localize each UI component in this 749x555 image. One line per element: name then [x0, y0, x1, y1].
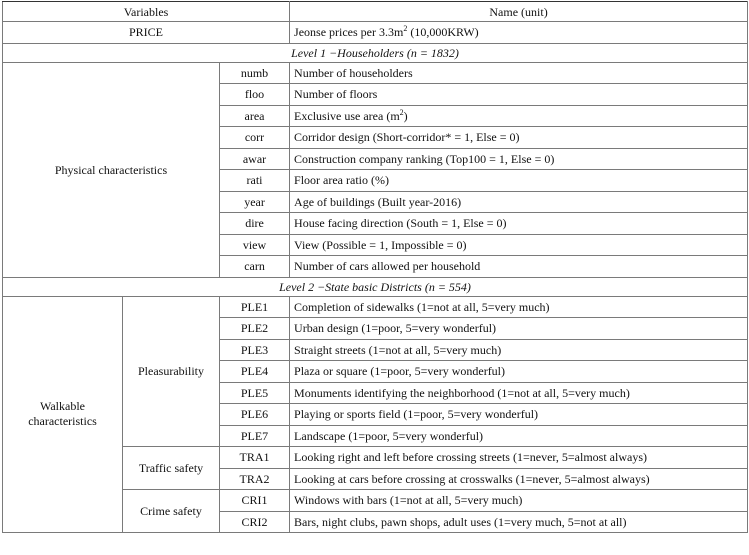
var-code: CRI2 [220, 511, 290, 533]
table-row [3, 296, 748, 318]
var-desc: Looking right and left before crossing streets (1=never, 5=almost always) [290, 447, 748, 469]
var-desc: Corridor design (Short-corridor* = 1, Else = 0) [290, 127, 748, 149]
crime-safety-label: Crime safety [123, 490, 220, 533]
var-code: corr [220, 127, 290, 149]
var-code: TRA2 [220, 468, 290, 490]
var-code: PLE6 [220, 404, 290, 426]
var-code: PLE7 [220, 425, 290, 447]
walkable-group-label: Walkable characteristics [3, 296, 123, 533]
price-row [3, 22, 748, 44]
var-code: awar [220, 148, 290, 170]
var-code: PLE2 [220, 318, 290, 340]
var-desc: Looking at cars before crossing at crosswalks (1=never, 5=almost always) [290, 468, 748, 490]
level1-title: Level 1 −Householders (n = 1832) [3, 43, 748, 62]
header-variables: Variables [3, 2, 290, 22]
var-desc: Urban design (1=poor, 5=very wonderful) [290, 318, 748, 340]
var-desc: Landscape (1=poor, 5=very wonderful) [290, 425, 748, 447]
var-code: PLE3 [220, 339, 290, 361]
var-desc: Bars, night clubs, pawn shops, adult uses (1=very much, 5=not at all) [290, 511, 748, 533]
var-code: area [220, 105, 290, 127]
var-desc: Exclusive use area $(m^2)$ [290, 105, 748, 127]
var-desc: Floor area ratio (%) [290, 170, 748, 192]
var-desc: Straight streets (1=not at all, 5=very much) [290, 339, 748, 361]
var-desc: Playing or sports field (1=poor, 5=very wonderful) [290, 404, 748, 426]
var-desc: Windows with bars (1=not at all, 5=very much) [290, 490, 748, 512]
var-code: rati [220, 170, 290, 192]
var-code: PLE5 [220, 382, 290, 404]
var-code: dire [220, 213, 290, 235]
traffic-safety-label: Traffic safety [123, 447, 220, 490]
header-row [3, 2, 748, 22]
price-var: PRICE [3, 22, 290, 44]
level1-row [3, 43, 748, 62]
var-desc: Plaza or square (1=poor, 5=very wonderful) [290, 361, 748, 383]
var-desc: Number of cars allowed per household [290, 256, 748, 278]
var-code: TRA1 [220, 447, 290, 469]
var-code: year [220, 191, 290, 213]
var-desc: View (Possible = 1, Impossible = 0) [290, 234, 748, 256]
var-desc: Age of buildings (Built year-2016) [290, 191, 748, 213]
var-code: CRI1 [220, 490, 290, 512]
var-desc: Construction company ranking (Top100 = 1, Else = 0) [290, 148, 748, 170]
var-desc: Number of householders [290, 62, 748, 84]
var-desc: Monuments identifying the neighborhood (1=not at all, 5=very much) [290, 382, 748, 404]
var-code: view [220, 234, 290, 256]
var-code: PLE1 [220, 296, 290, 318]
pleasurability-label: Pleasurability [123, 296, 220, 447]
var-desc: House facing direction (South = 1, Else = 0) [290, 213, 748, 235]
header-name-unit: Name (unit) [290, 2, 748, 22]
level2-title: Level 2 −State basic Districts (n = 554) [3, 277, 748, 296]
var-code: numb [220, 62, 290, 84]
physical-group-label: Physical characteristics [3, 62, 220, 277]
var-desc: Number of floors [290, 84, 748, 106]
var-code: carn [220, 256, 290, 278]
level2-row [3, 277, 748, 296]
var-desc: Completion of sidewalks (1=not at all, 5=very much) [290, 296, 748, 318]
var-code: floo [220, 84, 290, 106]
table-row [3, 62, 748, 84]
variables-table [2, 1, 748, 533]
var-code: PLE4 [220, 361, 290, 383]
price-desc: Jeonse prices per $3.3m^2$ (10,000KRW) [290, 22, 748, 44]
